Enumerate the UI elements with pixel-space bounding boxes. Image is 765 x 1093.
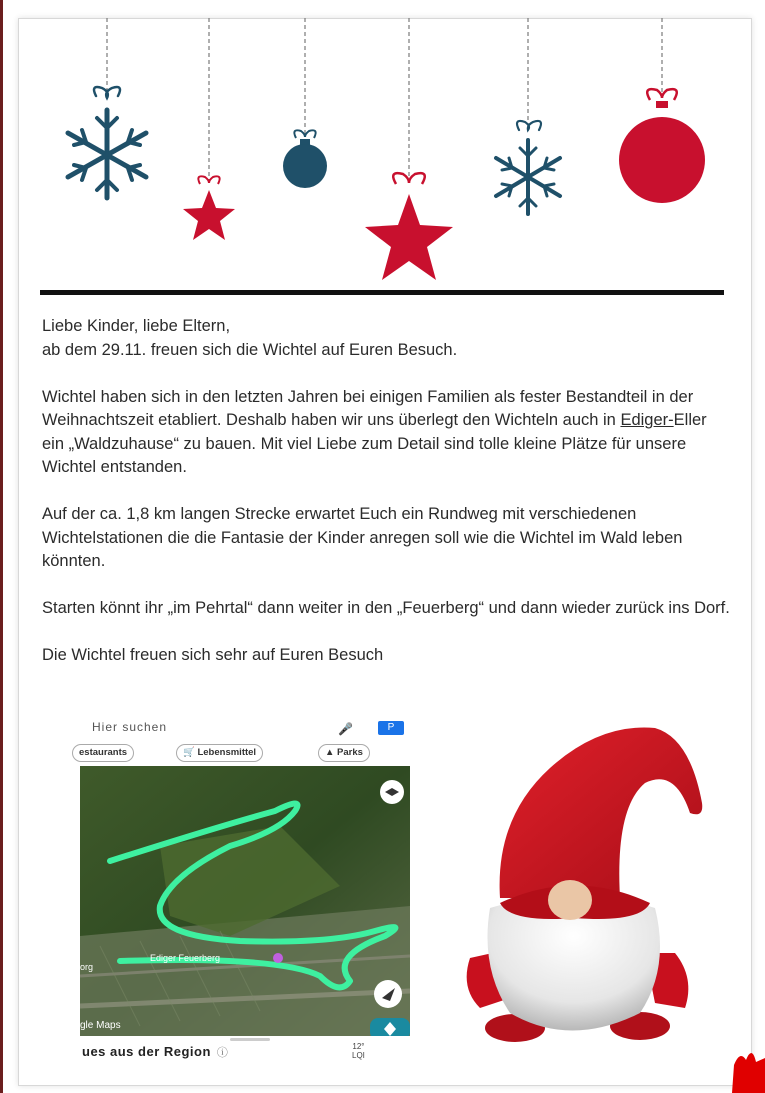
tree-icon: ▲	[325, 747, 338, 758]
paragraph-3: Starten könnt ihr „im Pehrtal“ dann weiter in den „Feuerberg“ und dann wieder zurück ins Dorf.	[42, 599, 730, 617]
letter-body	[42, 315, 732, 691]
snowflake-icon	[496, 121, 560, 214]
paragraph-1-start: Wichtel haben sich in den letzten Jahren bei einigen Familien als fester Bestandteil in der Weihnachtszeit etabliert. Deshalb haben wir uns überlegt den Wichteln auch in	[42, 387, 694, 429]
mic-icon[interactable]: 🎤	[338, 722, 353, 736]
ediger-link[interactable]: Ediger-	[620, 411, 674, 429]
snowflake-icon	[68, 87, 146, 198]
region-title-text: ues aus der Region	[82, 1044, 211, 1059]
star-icon	[365, 173, 453, 280]
place-pin-icon	[273, 953, 283, 963]
weather-temp: 12°	[352, 1042, 365, 1051]
christmas-ornaments	[0, 0, 765, 300]
chip-parks[interactable]	[318, 744, 370, 762]
cart-icon: 🛒	[183, 747, 198, 758]
ball-icon	[283, 130, 327, 188]
map-screenshot	[80, 718, 410, 1070]
closing-line: Die Wichtel freuen sich sehr auf Euren Besuch	[42, 646, 384, 664]
profile-badge[interactable]: P	[378, 721, 404, 735]
ball-icon	[619, 89, 705, 203]
map-chips	[80, 740, 410, 766]
corner-decoration	[722, 1040, 765, 1093]
place-label: Ediger Feuerberg	[150, 953, 221, 963]
satellite-map[interactable]	[80, 766, 410, 1036]
greeting-line-2: ab dem 29.11. freuen sich die Wichtel auf Euren Besuch.	[42, 340, 458, 359]
map-bottom-sheet[interactable]	[80, 1036, 410, 1070]
maps-brand: gle Maps	[80, 1020, 121, 1031]
greeting-line-1: Liebe Kinder, liebe Eltern,	[42, 317, 231, 335]
left-map-label: org	[80, 962, 94, 972]
chip-lebensmittel[interactable]	[176, 744, 263, 762]
paragraph-1	[42, 386, 732, 480]
divider-rule	[40, 290, 724, 295]
sheet-handle[interactable]	[230, 1038, 270, 1041]
map-search-bar[interactable]	[80, 718, 410, 740]
paragraph-2: Auf der ca. 1,8 km langen Strecke erwartet Euch ein Rundweg mit verschiedenen Wichtelstationen die die Fantasie der Kinder anregen soll wie die Wichtel im Wald leben könnten.	[42, 505, 683, 570]
region-title	[82, 1044, 228, 1060]
greeting	[42, 315, 732, 362]
info-icon[interactable]: ⓘ	[216, 1047, 229, 1059]
map-search-input[interactable]: Hier suchen	[92, 720, 168, 734]
chip-restaurants[interactable]: estaurants	[72, 744, 134, 762]
chip-lebensmittel-label: Lebensmittel	[197, 747, 257, 758]
paragraph-1-end: Eller ein „Waldzuhause“ zu bauen. Mit viel Liebe zum Detail sind tolle kleine Plätze für unsere Wichtel entstanden.	[42, 411, 707, 476]
gnome-illustration	[440, 708, 710, 1048]
chip-parks-label: Parks	[337, 747, 363, 758]
weather-chip[interactable]	[352, 1042, 365, 1060]
weather-aqi: LQI	[352, 1051, 365, 1060]
star-icon	[183, 176, 235, 240]
